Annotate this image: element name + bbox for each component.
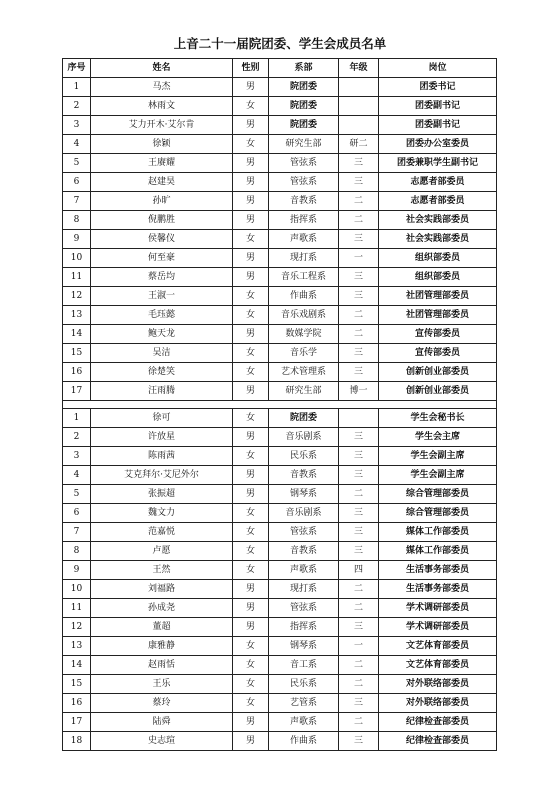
cell-grade: 三 (339, 466, 379, 485)
cell-index: 5 (63, 485, 91, 504)
roster-table (62, 58, 497, 751)
table-row (63, 466, 497, 485)
cell-gender: 男 (233, 580, 269, 599)
cell-index: 1 (63, 409, 91, 428)
cell-index: 3 (63, 116, 91, 135)
cell-grade (339, 97, 379, 116)
table-row (63, 287, 497, 306)
cell-gender: 女 (233, 637, 269, 656)
cell-grade: 三 (339, 344, 379, 363)
cell-grade: 二 (339, 675, 379, 694)
cell-name: 汪雨腾 (91, 382, 233, 401)
cell-name: 蔡岳均 (91, 268, 233, 287)
table-row (63, 694, 497, 713)
table-row (63, 325, 497, 344)
table-row (63, 97, 497, 116)
cell-grade: 三 (339, 428, 379, 447)
cell-grade: 二 (339, 485, 379, 504)
cell-department: 管弦系 (269, 154, 339, 173)
cell-position: 文艺体育部委员 (379, 656, 497, 675)
cell-name: 马杰 (91, 78, 233, 97)
cell-department: 管弦系 (269, 599, 339, 618)
cell-grade: 研二 (339, 135, 379, 154)
table-row (63, 428, 497, 447)
cell-name: 王淑一 (91, 287, 233, 306)
cell-department: 院团委 (269, 78, 339, 97)
table-row (63, 599, 497, 618)
cell-gender: 男 (233, 466, 269, 485)
cell-gender: 女 (233, 656, 269, 675)
cell-grade: 三 (339, 504, 379, 523)
header-grade: 年级 (339, 59, 379, 78)
cell-name: 徐可 (91, 409, 233, 428)
cell-position: 生活事务部委员 (379, 580, 497, 599)
cell-gender: 女 (233, 523, 269, 542)
cell-department: 声歌系 (269, 561, 339, 580)
cell-index: 16 (63, 694, 91, 713)
cell-grade: 一 (339, 637, 379, 656)
cell-gender: 男 (233, 713, 269, 732)
cell-position: 媒体工作部委员 (379, 542, 497, 561)
cell-gender: 女 (233, 542, 269, 561)
cell-position: 学术调研部委员 (379, 618, 497, 637)
cell-gender: 男 (233, 211, 269, 230)
cell-department: 音乐戏剧系 (269, 306, 339, 325)
cell-position: 综合管理部委员 (379, 504, 497, 523)
cell-position: 学生会秘书长 (379, 409, 497, 428)
cell-index: 2 (63, 428, 91, 447)
table-row (63, 268, 497, 287)
cell-department: 院团委 (269, 409, 339, 428)
cell-index: 13 (63, 637, 91, 656)
cell-position: 组织部委员 (379, 268, 497, 287)
cell-name: 吴洁 (91, 344, 233, 363)
cell-gender: 女 (233, 675, 269, 694)
cell-name: 徐楚笑 (91, 363, 233, 382)
cell-index: 15 (63, 344, 91, 363)
cell-position: 社团管理部委员 (379, 287, 497, 306)
table-row (63, 656, 497, 675)
cell-department: 音乐学 (269, 344, 339, 363)
cell-name: 康雅静 (91, 637, 233, 656)
cell-name: 张振超 (91, 485, 233, 504)
cell-gender: 男 (233, 154, 269, 173)
cell-index: 3 (63, 447, 91, 466)
table-row (63, 192, 497, 211)
document-title: 上音二十一届院团委、学生会成员名单 (173, 36, 387, 51)
cell-index: 8 (63, 211, 91, 230)
cell-position: 对外联络部委员 (379, 694, 497, 713)
cell-position: 社会实践部委员 (379, 211, 497, 230)
cell-department: 艺术管理系 (269, 363, 339, 382)
cell-gender: 女 (233, 694, 269, 713)
cell-gender: 男 (233, 325, 269, 344)
cell-department: 音工系 (269, 656, 339, 675)
cell-department: 现打系 (269, 249, 339, 268)
cell-grade: 三 (339, 230, 379, 249)
cell-department: 民乐系 (269, 675, 339, 694)
cell-department: 管弦系 (269, 523, 339, 542)
cell-department: 音教系 (269, 466, 339, 485)
cell-grade: 二 (339, 599, 379, 618)
cell-gender: 女 (233, 306, 269, 325)
group-separator-row (63, 401, 497, 409)
cell-index: 5 (63, 154, 91, 173)
table-header-row (63, 59, 497, 78)
cell-name: 孙旷 (91, 192, 233, 211)
table-row (63, 344, 497, 363)
table-row (63, 135, 497, 154)
cell-index: 6 (63, 173, 91, 192)
cell-gender: 女 (233, 344, 269, 363)
cell-grade: 一 (339, 249, 379, 268)
cell-grade: 三 (339, 447, 379, 466)
cell-gender: 女 (233, 287, 269, 306)
cell-grade: 三 (339, 363, 379, 382)
cell-department: 院团委 (269, 97, 339, 116)
cell-department: 管弦系 (269, 173, 339, 192)
group-separator (63, 401, 497, 409)
cell-department: 数媒学院 (269, 325, 339, 344)
cell-index: 13 (63, 306, 91, 325)
cell-gender: 女 (233, 230, 269, 249)
cell-gender: 女 (233, 135, 269, 154)
cell-department: 音乐剧系 (269, 504, 339, 523)
cell-name: 刘福路 (91, 580, 233, 599)
cell-index: 11 (63, 599, 91, 618)
cell-grade: 四 (339, 561, 379, 580)
cell-name: 孙成尧 (91, 599, 233, 618)
cell-index: 16 (63, 363, 91, 382)
table-row (63, 618, 497, 637)
cell-department: 音教系 (269, 192, 339, 211)
cell-position: 对外联络部委员 (379, 675, 497, 694)
cell-index: 10 (63, 580, 91, 599)
table-row (63, 561, 497, 580)
table-row (63, 230, 497, 249)
cell-index: 12 (63, 618, 91, 637)
cell-gender: 男 (233, 116, 269, 135)
cell-position: 学生会副主席 (379, 447, 497, 466)
cell-gender: 女 (233, 504, 269, 523)
cell-name: 侯馨仪 (91, 230, 233, 249)
cell-grade: 二 (339, 192, 379, 211)
cell-grade: 二 (339, 211, 379, 230)
cell-index: 14 (63, 325, 91, 344)
cell-grade: 三 (339, 268, 379, 287)
cell-grade: 三 (339, 154, 379, 173)
cell-name: 鲍天龙 (91, 325, 233, 344)
table-row (63, 173, 497, 192)
cell-name: 徐颖 (91, 135, 233, 154)
cell-position: 综合管理部委员 (379, 485, 497, 504)
cell-gender: 男 (233, 268, 269, 287)
cell-department: 院团委 (269, 116, 339, 135)
table-row (63, 363, 497, 382)
table-row (63, 306, 497, 325)
cell-grade: 二 (339, 713, 379, 732)
cell-grade: 三 (339, 173, 379, 192)
table-body (63, 78, 497, 751)
cell-position: 纪律检查部委员 (379, 713, 497, 732)
cell-department: 指挥系 (269, 211, 339, 230)
cell-grade: 二 (339, 306, 379, 325)
cell-gender: 男 (233, 173, 269, 192)
cell-department: 声歌系 (269, 230, 339, 249)
cell-department: 研究生部 (269, 135, 339, 154)
cell-gender: 女 (233, 561, 269, 580)
cell-position: 社团管理部委员 (379, 306, 497, 325)
cell-department: 现打系 (269, 580, 339, 599)
cell-grade: 三 (339, 694, 379, 713)
cell-grade (339, 78, 379, 97)
cell-gender: 女 (233, 447, 269, 466)
cell-gender: 女 (233, 363, 269, 382)
cell-index: 14 (63, 656, 91, 675)
cell-position: 创新创业部委员 (379, 363, 497, 382)
cell-index: 11 (63, 268, 91, 287)
table-row (63, 542, 497, 561)
cell-position: 纪律检查部委员 (379, 732, 497, 751)
cell-index: 12 (63, 287, 91, 306)
cell-index: 2 (63, 97, 91, 116)
cell-department: 音教系 (269, 542, 339, 561)
cell-index: 15 (63, 675, 91, 694)
table-row (63, 211, 497, 230)
table-row (63, 732, 497, 751)
cell-department: 钢琴系 (269, 485, 339, 504)
cell-name: 魏文力 (91, 504, 233, 523)
cell-gender: 男 (233, 382, 269, 401)
cell-gender: 女 (233, 97, 269, 116)
cell-grade: 三 (339, 618, 379, 637)
cell-department: 艺管系 (269, 694, 339, 713)
cell-grade (339, 116, 379, 135)
cell-position: 文艺体育部委员 (379, 637, 497, 656)
table-row (63, 116, 497, 135)
cell-grade: 三 (339, 732, 379, 751)
cell-name: 赵雨恬 (91, 656, 233, 675)
cell-index: 6 (63, 504, 91, 523)
cell-department: 钢琴系 (269, 637, 339, 656)
cell-gender: 男 (233, 485, 269, 504)
cell-position: 志愿者部委员 (379, 173, 497, 192)
cell-gender: 男 (233, 599, 269, 618)
cell-position: 团委副书记 (379, 116, 497, 135)
cell-name: 蔡玲 (91, 694, 233, 713)
cell-department: 声歌系 (269, 713, 339, 732)
cell-index: 8 (63, 542, 91, 561)
cell-gender: 男 (233, 249, 269, 268)
cell-position: 学生会副主席 (379, 466, 497, 485)
header-name: 姓名 (91, 59, 233, 78)
cell-name: 毛珏懿 (91, 306, 233, 325)
table-row (63, 447, 497, 466)
table-row (63, 249, 497, 268)
cell-name: 王赓耀 (91, 154, 233, 173)
table-row (63, 580, 497, 599)
cell-position: 宣传部委员 (379, 344, 497, 363)
cell-grade: 三 (339, 287, 379, 306)
cell-gender: 男 (233, 78, 269, 97)
cell-name: 倪鹏胜 (91, 211, 233, 230)
cell-department: 指挥系 (269, 618, 339, 637)
cell-department: 音乐工程系 (269, 268, 339, 287)
table-row (63, 713, 497, 732)
cell-grade: 二 (339, 580, 379, 599)
cell-department: 作曲系 (269, 287, 339, 306)
cell-name: 艾克拜尔·艾尼外尔 (91, 466, 233, 485)
cell-position: 创新创业部委员 (379, 382, 497, 401)
cell-grade: 博一 (339, 382, 379, 401)
cell-gender: 男 (233, 192, 269, 211)
cell-gender: 男 (233, 732, 269, 751)
cell-department: 民乐系 (269, 447, 339, 466)
cell-position: 团委副书记 (379, 97, 497, 116)
cell-index: 4 (63, 135, 91, 154)
table-row (63, 675, 497, 694)
table-row (63, 154, 497, 173)
cell-department: 作曲系 (269, 732, 339, 751)
cell-department: 音乐剧系 (269, 428, 339, 447)
cell-name: 陈雨茜 (91, 447, 233, 466)
table-row (63, 382, 497, 401)
cell-grade: 三 (339, 542, 379, 561)
cell-position: 社会实践部委员 (379, 230, 497, 249)
cell-index: 9 (63, 561, 91, 580)
cell-department: 研究生部 (269, 382, 339, 401)
cell-grade (339, 409, 379, 428)
cell-name: 陆舜 (91, 713, 233, 732)
cell-index: 7 (63, 523, 91, 542)
cell-gender: 男 (233, 618, 269, 637)
cell-name: 王然 (91, 561, 233, 580)
cell-position: 团委书记 (379, 78, 497, 97)
cell-name: 许放星 (91, 428, 233, 447)
cell-index: 7 (63, 192, 91, 211)
cell-name: 范嘉悦 (91, 523, 233, 542)
cell-name: 史志瑄 (91, 732, 233, 751)
cell-gender: 男 (233, 428, 269, 447)
cell-index: 18 (63, 732, 91, 751)
table-row (63, 523, 497, 542)
cell-name: 卢愿 (91, 542, 233, 561)
header-department: 系部 (269, 59, 339, 78)
table-row (63, 78, 497, 97)
cell-position: 志愿者部委员 (379, 192, 497, 211)
cell-position: 学生会主席 (379, 428, 497, 447)
table-row (63, 485, 497, 504)
cell-position: 组织部委员 (379, 249, 497, 268)
cell-position: 宣传部委员 (379, 325, 497, 344)
cell-position: 学术调研部委员 (379, 599, 497, 618)
cell-index: 17 (63, 382, 91, 401)
table-row (63, 504, 497, 523)
cell-position: 团委兼职学生副书记 (379, 154, 497, 173)
cell-grade: 二 (339, 325, 379, 344)
cell-index: 4 (63, 466, 91, 485)
cell-index: 1 (63, 78, 91, 97)
cell-name: 艾力开木·艾尔肯 (91, 116, 233, 135)
cell-index: 9 (63, 230, 91, 249)
cell-name: 王乐 (91, 675, 233, 694)
cell-position: 媒体工作部委员 (379, 523, 497, 542)
cell-index: 17 (63, 713, 91, 732)
cell-name: 董超 (91, 618, 233, 637)
cell-index: 10 (63, 249, 91, 268)
cell-grade: 二 (339, 656, 379, 675)
cell-name: 林雨文 (91, 97, 233, 116)
cell-position: 生活事务部委员 (379, 561, 497, 580)
table-row (63, 637, 497, 656)
header-position: 岗位 (379, 59, 497, 78)
header-gender: 性别 (233, 59, 269, 78)
cell-grade: 三 (339, 523, 379, 542)
header-index: 序号 (63, 59, 91, 78)
cell-position: 团委办公室委员 (379, 135, 497, 154)
cell-gender: 女 (233, 409, 269, 428)
cell-name: 何至豪 (91, 249, 233, 268)
table-row (63, 409, 497, 428)
cell-name: 赵建昊 (91, 173, 233, 192)
